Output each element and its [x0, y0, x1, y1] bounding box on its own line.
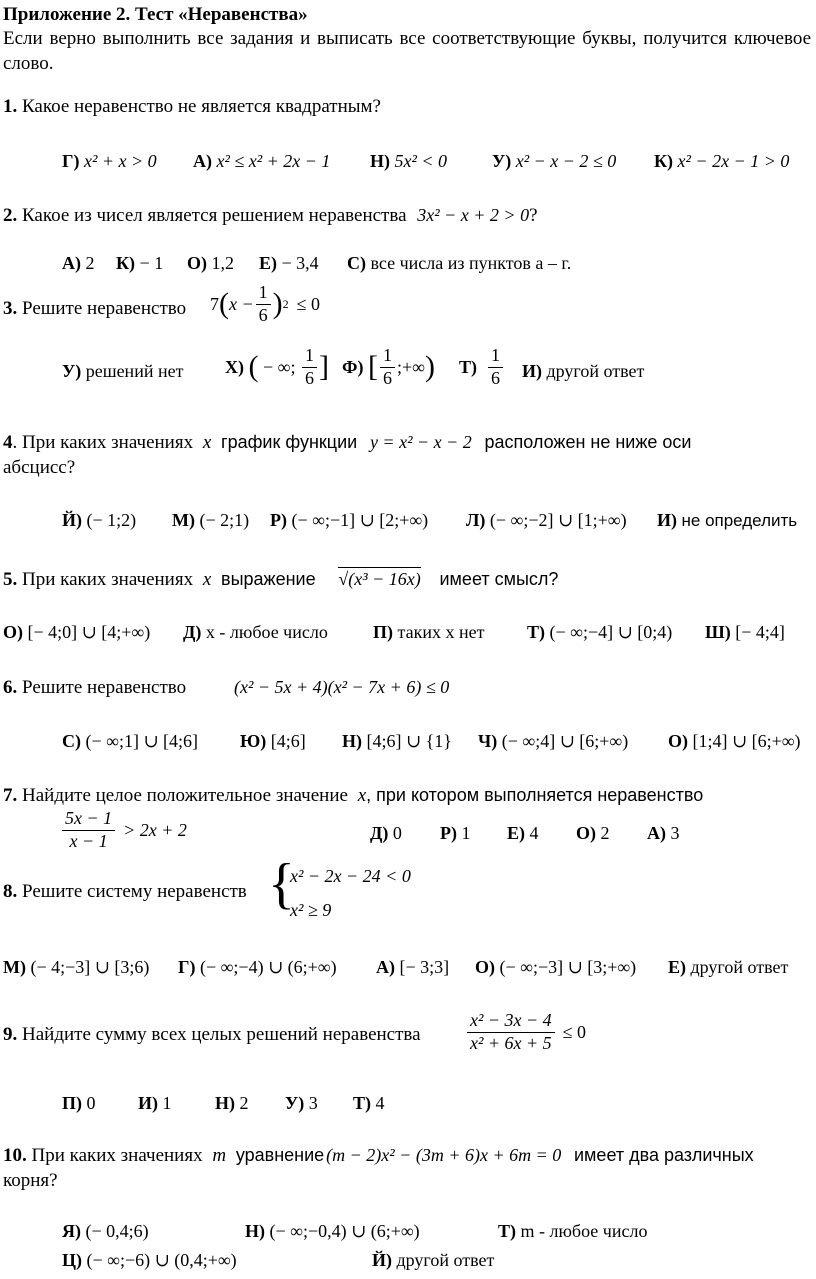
question-10: 10. При каких значениях m уравнение (m − 2)x² − (3m + 6)x + 6m = 0 имеет два различных: [3, 1145, 754, 1166]
q1-option-u: У) x² − x − 2 ≤ 0: [492, 151, 617, 171]
q1-option-n: Н) 5x² < 0: [370, 151, 448, 171]
question-4: 4. При каких значениях x график функции y = x² − x − 2 расположен не ниже оси: [3, 432, 692, 453]
page-title: Приложение 2. Тест «Неравенства»: [3, 4, 308, 25]
q9-option-u: У) 3: [285, 1093, 318, 1113]
q2-inequality: 3x² − x + 2 > 0: [417, 205, 530, 225]
q2-option-s: С) все числа из пунктов а – г.: [347, 253, 572, 273]
question-text: Какое неравенство не является квадратным?: [22, 96, 381, 117]
q8-system-brace: {: [268, 853, 295, 915]
q4-option-y: Й) (− 1;2): [62, 510, 137, 530]
q3-option-u: У) решений нет: [62, 361, 184, 381]
question-3: 3. Решите неравенство: [3, 298, 187, 319]
q9-option-i: И) 1: [138, 1093, 172, 1113]
intro-text: Если верно выполнить все задания и выписать все соответствующие буквы, получится ключевое слово.: [3, 28, 811, 74]
q5-option-d: Д) x - любое число: [183, 622, 328, 642]
q3-inequality: 7 ( x − $\frac{1}{6}$ ) 2 ≤ 0: [210, 282, 321, 325]
q1-option-k: К) x² − 2x − 1 > 0: [654, 151, 790, 171]
q8-equation-2: x² ≥ 9: [290, 900, 332, 920]
question-6: 6. Решите неравенство: [3, 677, 187, 698]
q4-option-i: И) не определить: [657, 510, 798, 530]
q8-option-e: Е) другой ответ: [668, 957, 789, 977]
q10-equation: (m − 2)x² − (3m + 6)x + 6m = 0: [326, 1145, 562, 1165]
question-number: 1.: [3, 96, 18, 117]
q6-inequality: (x² − 5x + 4)(x² − 7x + 6) ≤ 0: [234, 677, 450, 697]
q9-inequality: $\frac{\text{x² − 3x − 4}}{\text{x² + 6x + 5}}$ ≤ 0: [465, 1010, 586, 1054]
q8-option-o: О) (− ∞;−3] ∪ [3;+∞): [475, 957, 637, 977]
q8-option-m: М) (− 4;−3] ∪ [3;6): [3, 957, 150, 977]
q4-function: y = x² − x − 2: [369, 432, 472, 452]
q3-option-h: Х) ( − ∞; $\frac{1}{6}$ ]: [225, 345, 329, 388]
q7-option-o: О) 2: [576, 823, 610, 843]
q9-option-t: Т) 4: [353, 1093, 385, 1113]
q9-option-p: П) 0: [62, 1093, 96, 1113]
q8-equation-1: x² − 2x − 24 < 0: [290, 866, 411, 886]
q7-option-e: Е) 4: [507, 823, 539, 843]
question-9: 9. Найдите сумму всех целых решений неравенства: [3, 1024, 421, 1045]
question-4-continued: абсцисс?: [3, 457, 76, 478]
q7-option-r: Р) 1: [440, 823, 471, 843]
q10-option-t: Т) m - любое число: [498, 1221, 648, 1241]
question-8: 8. Решите систему неравенств: [3, 881, 247, 902]
question-text: Решите неравенство: [22, 298, 187, 319]
q1-option-a: А) x² ≤ x² + 2x − 1: [193, 151, 331, 171]
q6-option-yu: Ю) [4;6]: [240, 731, 306, 751]
q6-option-n: Н) [4;6] ∪ {1}: [342, 731, 452, 751]
q10-option-n: Н) (− ∞;−0,4) ∪ (6;+∞): [245, 1221, 420, 1241]
q2-option-a: А) 2: [62, 253, 95, 273]
q3-option-t: Т) $\frac{1}{6}$: [459, 345, 505, 389]
q10-option-y: Й) другой ответ: [372, 1250, 495, 1270]
question-2: 2. Какое из чисел является решением неравенства 3x² − x + 2 > 0?: [3, 205, 538, 226]
question-text: Какое из чисел является решением неравенства: [22, 205, 407, 226]
q10-option-ya: Я) (− 0,4;6): [62, 1221, 149, 1241]
question-7: 7. Найдите целое положительное значение x, при котором выполняется неравенство: [3, 785, 704, 806]
q1-option-g: Г) x² + x > 0: [62, 151, 157, 171]
q4-option-r: Р) (− ∞;−1] ∪ [2;+∞): [270, 510, 429, 530]
question-10-continued: корня?: [3, 1170, 58, 1191]
q7-option-d: Д) 0: [370, 823, 402, 843]
q7-option-a: А) 3: [647, 823, 680, 843]
q5-option-o: О) [− 4;0] ∪ [4;+∞): [3, 622, 151, 642]
q2-option-o: О) 1,2: [187, 253, 234, 273]
q10-option-ts: Ц) (− ∞;−6) ∪ (0,4;+∞): [62, 1250, 237, 1270]
q3-option-i: И) другой ответ: [522, 361, 645, 381]
q6-option-ch: Ч) (− ∞;4] ∪ [6;+∞): [478, 731, 629, 751]
q3-option-f: Ф) [ $\frac{1}{6}$ ;+∞ ): [342, 345, 435, 388]
q8-option-a: А) [− 3;3]: [376, 957, 450, 977]
q2-option-k: К) − 1: [116, 253, 164, 273]
q4-option-l: Л) (− ∞;−2] ∪ [1;+∞): [466, 510, 627, 530]
q5-option-sh: Ш) [− 4;4]: [705, 622, 785, 642]
q2-option-e: Е) − 3,4: [259, 253, 319, 273]
question-5: 5. При каких значениях x выражение √(x³ − 16x) имеет смысл?: [3, 569, 559, 590]
q7-inequality: $\frac{5x - 1}{x - 1}$ > 2x + 2: [60, 808, 187, 852]
q9-option-n: Н) 2: [215, 1093, 249, 1113]
q8-option-g: Г) (− ∞;−4) ∪ (6;+∞): [178, 957, 337, 977]
q6-option-o: О) [1;4] ∪ [6;+∞): [668, 731, 801, 751]
q5-expression: √(x³ − 16x): [338, 569, 421, 589]
q5-option-t: Т) (− ∞;−4] ∪ [0;4): [527, 622, 673, 642]
q5-option-p: П) таких x нет: [373, 622, 485, 642]
q6-option-s: С) (− ∞;1] ∪ [4;6]: [62, 731, 199, 751]
question-1: [3, 96, 381, 118]
q4-option-m: М) (− 2;1): [172, 510, 250, 530]
